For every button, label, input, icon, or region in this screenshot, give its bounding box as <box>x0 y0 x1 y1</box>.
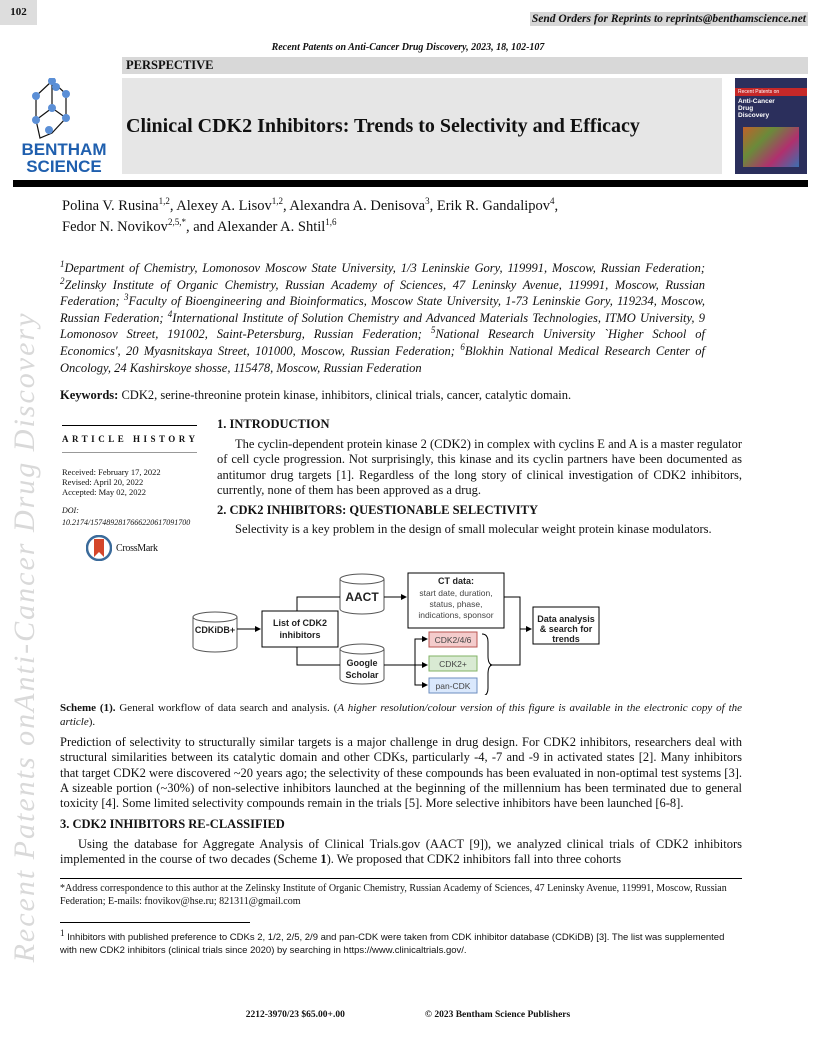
list-label-2: inhibitors <box>279 630 321 641</box>
article-body <box>60 196 742 1052</box>
ct-line-3: indications, sponsor <box>418 610 494 621</box>
header-divider <box>13 180 808 187</box>
history-heading: ARTICLE HISTORY <box>62 434 199 445</box>
footnote: $^1$ Inhibitors with published preference to CDKs 2, 1/2, 2/5, 2/9 and pan-CDK were taken from CDK inhibitor database (CDKiDB) [3]. The list was supplemented with new CDK2 inhibitors (clinical trials since 2020) by searching in https://www.clinicaltrials.gov/. <box>60 927 725 956</box>
heading-selectivity: 2. CDK2 INHIBITORS: QUESTIONABLE SELECTIVITY <box>217 502 539 517</box>
footnote-divider <box>60 922 250 923</box>
crossmark-label: CrossMark <box>116 542 158 554</box>
logo-line2: SCIENCE <box>26 157 102 174</box>
side-journal-watermark: Recent Patents onAnti-Cancer Drug Discovery <box>8 311 41 963</box>
intro-paragraph: The cyclin-dependent protein kinase 2 (CDK2) in complex with cyclins E and A is a master regulator of cell cycle progression. Not surprisingly, this kinase and its cyclin partners have been documented as antitumor drug targets [1]. Regardless of the long story of clinical investigation of CDK2 inhibitors, currently, none of them has been approved as a drug. <box>217 436 742 498</box>
reprint-notice: Send Orders for Reprints to reprints@benthamscience.net <box>531 13 806 25</box>
received-date: Received: February 17, 2022 <box>62 467 161 478</box>
pancdk-label: pan-CDK <box>435 681 471 692</box>
ct-line-2: status, phase, <box>429 599 483 610</box>
crossmark-icon <box>86 535 112 561</box>
selectivity-paragraph: Selectivity is a key problem in the design of small molecular weight protein kinase modulators. <box>235 522 712 537</box>
scheme-1-workflow-diagram <box>190 567 620 695</box>
da-label-3: trends <box>552 634 580 645</box>
cover-subtitle: Recent Patents on <box>735 88 807 96</box>
aact-label: AACT <box>345 590 379 605</box>
bentham-science-logo <box>12 78 116 174</box>
heading-reclassified: 3. CDK2 INHIBITORS RE-CLASSIFIED <box>60 816 285 831</box>
google-label: Google <box>346 658 378 669</box>
author-list: Polina V. Rusina$^{1,2}$, Alexey A. Lisov$^{1,2}$, Alexandra A. Denisova$^3$, Erik R. Gandalipov$^4$, Fedor N. Novikov$^{2,5,*}$, and Alexander A. Shtil$^{1,6}$ <box>62 196 559 235</box>
page-number: 102 <box>0 0 37 25</box>
cdk246-label: CDK2/4/6 <box>434 635 472 646</box>
cdkidb-label: CDKiDB+ <box>194 625 236 636</box>
article-type: PERSPECTIVE <box>122 57 808 74</box>
main-text <box>60 735 742 867</box>
cdk2plus-label: CDK2+ <box>439 659 467 670</box>
accepted-date: Accepted: May 02, 2022 <box>62 487 147 498</box>
ct-line-1: start date, duration, <box>419 588 493 599</box>
journal-citation: Recent Patents on Anti-Cancer Drug Discovery, 2023, 18, 102-107 <box>271 42 545 53</box>
heading-introduction: 1. INTRODUCTION <box>217 417 330 432</box>
revised-date: Revised: April 20, 2022 <box>62 477 144 488</box>
page-footer: 2212-3970/23 $65.00+.00 © 2023 Bentham Science Publishers <box>245 1010 571 1020</box>
two-column-section <box>60 417 742 561</box>
keywords: Keywords: CDK2, serine-threonine protein kinase, inhibitors, clinical trials, cancer, catalytic domain. <box>60 388 572 403</box>
prediction-paragraph: Prediction of selectivity to structurally similar targets is a major challenge in drug design. For CDK2 inhibitors, researchers deal with structural similarities between its catalytic domain and other CDKs, particularly -4, -7 and -9 in activated states [2]. Many inhibitors that target CDK2 were discovered ~20 years ago; the selectivity of these compounds has been evaluated in non-optimal test systems [3]. A sizeable portion (~30%) of non-selective inhibitors launched at the beginning of the millennium has been terminated due to general toxicity [4]. Some limited selectivity compounds remain in the trials [5]. More selective inhibitors have been launched [6-8]. <box>60 735 742 811</box>
journal-cover-image <box>735 78 807 174</box>
da-label-2: & search for <box>539 624 593 635</box>
scholar-label: Scholar <box>345 670 379 681</box>
da-label-1: Data analysis <box>537 614 595 625</box>
crossmark-button[interactable] <box>86 535 197 561</box>
cover-title: Anti-Cancer Drug Discovery <box>738 98 775 119</box>
logo-line1: BENTHAM <box>21 140 107 159</box>
right-column <box>217 417 742 561</box>
correspondence-note: *Address correspondence to this author at the Zelinsky Institute of Organic Chemistry, Russian Academy of Sciences, 47 Leninsky Avenue, 119991, Moscow, Russian Federation; E-mails: fnovikov@hse.ru; 821311@gmail.com <box>60 878 742 908</box>
article-history <box>62 417 197 561</box>
article-title: Clinical CDK2 Inhibitors: Trends to Selectivity and Efficacy <box>122 78 722 174</box>
scheme-caption: Scheme (1). General workflow of data search and analysis. (A higher resolution/colour version of this figure is available in the electronic copy of the article). <box>60 702 743 729</box>
list-label-1: List of CDK2 <box>273 618 327 629</box>
affiliations: $^1$Department of Chemistry, Lomonosov Moscow State University, 1/3 Leninskie Gory, 119991, Moscow, Russian Federation; $^2$Zelinsky Institute of Organic Chemistry, Russian Academy of Sciences, 47 Leninsky Avenue, 119991, Moscow, Russian Federation; $^3$Faculty of Bioengineering and Bioinformatics, Moscow State University, 1-73 Leninskie Gory, 119234, Moscow, Russian Federation; $^4$International Institute of Solution Chemistry and Advanced Materials Technologies, ITMO University, 9 Lomonosov Street, 191002, Saint-Petersburg, Russian Federation; $^5$National Research University `Higher School of Economics', 20 Myasnitskaya Street, 101000, Moscow, Russian Federation; $^6$Blokhin National Medical Research Center of Oncology, 24 Kashirskoye shosse, 115478, Moscow, Russian Federation <box>60 258 705 375</box>
doi-link[interactable]: 10.2174/1574892817666220617091700 <box>62 518 191 528</box>
doi-label: DOI: <box>62 506 79 516</box>
ct-title: CT data: <box>438 576 474 587</box>
reclassified-paragraph: Using the database for Aggregate Analysis of Clinical Trials.gov (AACT [9]), we analyzed clinical trials of CDK2 inhibitors implemented in the course of two decades (Scheme 1). We proposed that CDK2 inhibitors fall into three cohorts <box>60 836 742 867</box>
